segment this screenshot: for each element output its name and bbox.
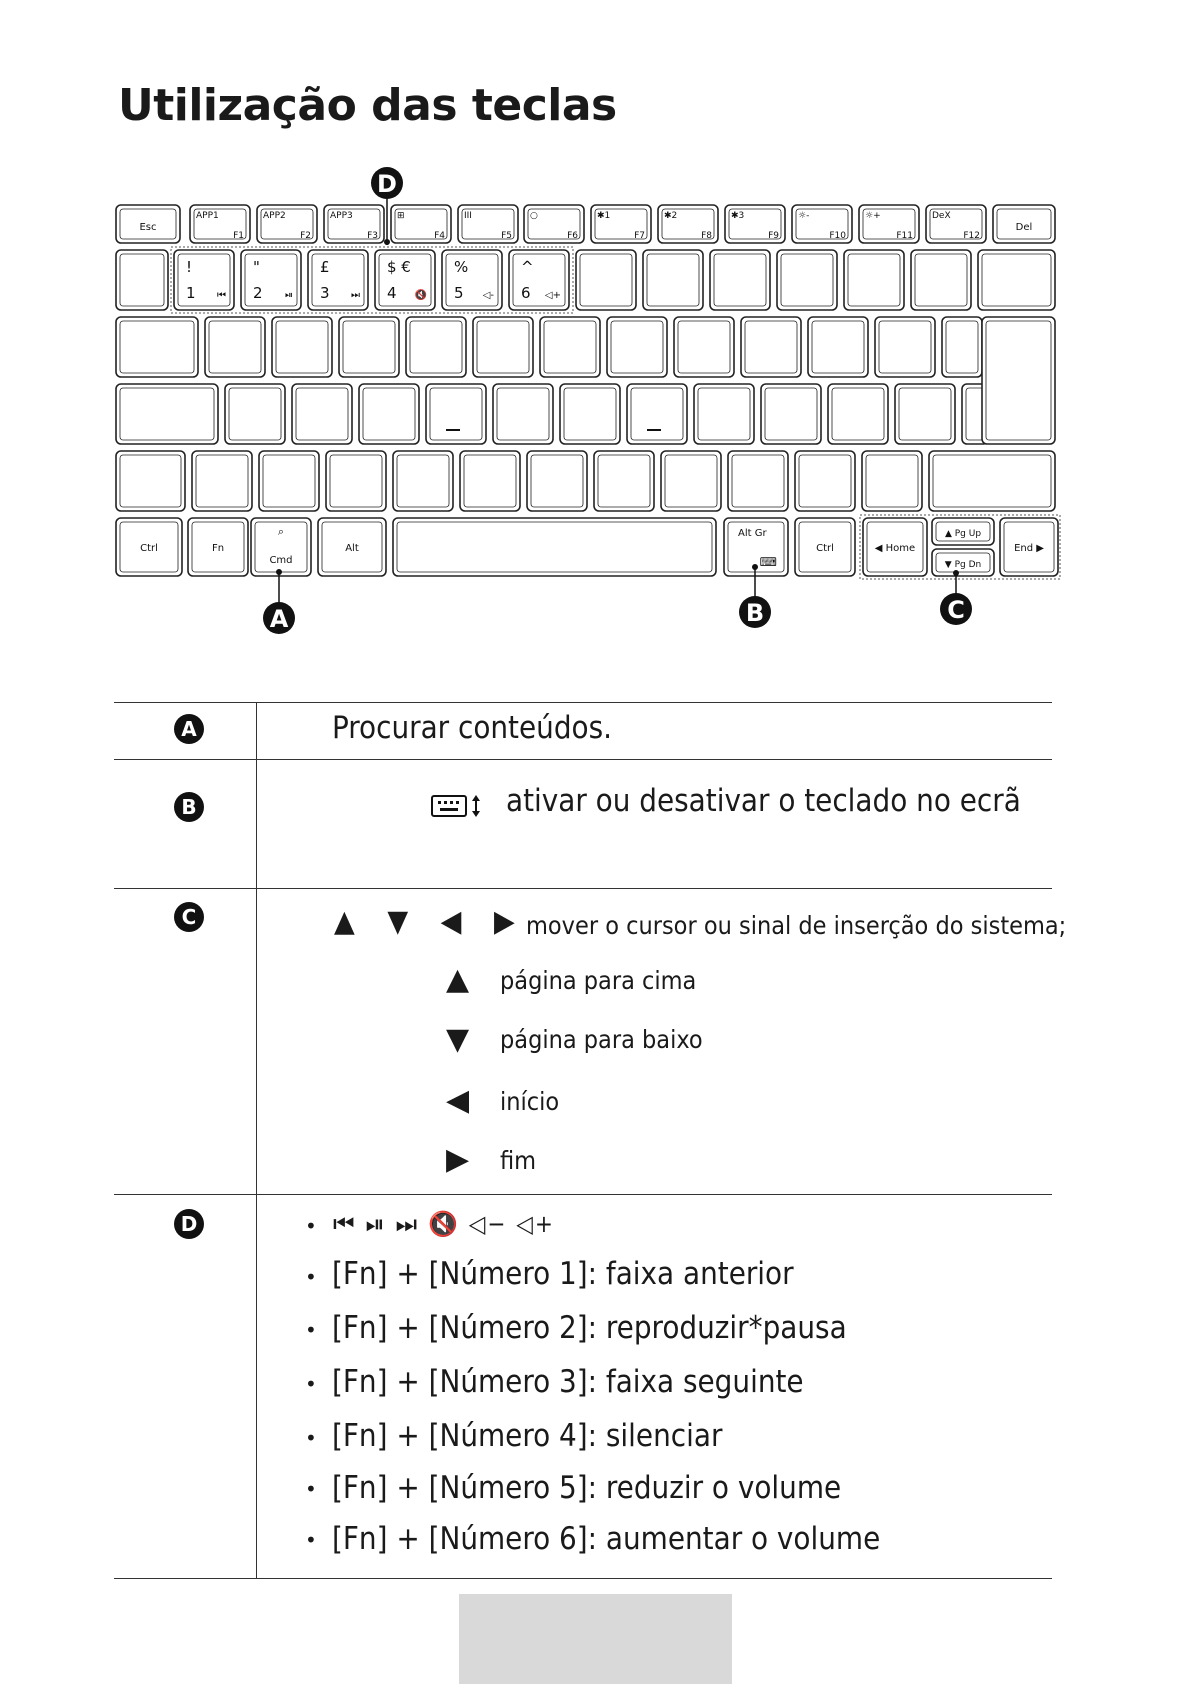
key (205, 317, 265, 377)
key (594, 451, 654, 511)
key-number-shift-label: ^ (521, 258, 534, 276)
key-label-home: ◀ Home (874, 543, 916, 554)
row-c-item-pgup: página para cima (500, 966, 697, 995)
bullet: • (305, 1318, 317, 1342)
key-number-shift-label: ! (186, 258, 193, 276)
key-label-end: End ▶ (1014, 543, 1044, 554)
key-media-icon: ⏮ (217, 290, 226, 301)
row-d-item-6: [Fn] + [Número 6]: aumentar o volume (332, 1521, 881, 1557)
key (576, 250, 636, 310)
key-number-5 (442, 250, 502, 310)
key (460, 451, 520, 511)
key (326, 451, 386, 511)
key-label-altgr: Alt Gr (738, 528, 767, 539)
bullet: • (305, 1214, 317, 1238)
key-bottom-label: F7 (634, 231, 645, 241)
search-icon: ⌕ (277, 525, 285, 538)
key-number-2 (241, 250, 301, 310)
page-title: Utilização das teclas (118, 80, 617, 131)
key-bottom-label: F10 (829, 231, 846, 241)
key-label-esc: Esc (139, 222, 157, 233)
key (844, 250, 904, 310)
row-d-item-3: [Fn] + [Número 3]: faixa seguinte (332, 1364, 804, 1400)
key-label-ctrl: Ctrl (816, 543, 834, 554)
key (942, 317, 982, 377)
arrow-down-icon: ▼ (446, 1022, 470, 1057)
key-bottom-label: F12 (963, 231, 980, 241)
key (473, 317, 533, 377)
key-media-icon: ⏯ (285, 290, 293, 301)
key-top-label: ⊞ (397, 211, 405, 221)
key (895, 384, 955, 444)
row-c-item-home: início (500, 1087, 560, 1116)
key-backtick (116, 250, 168, 310)
key (339, 317, 399, 377)
key-number-shift-label: £ (320, 258, 330, 276)
key-number-label: 3 (320, 284, 330, 302)
key-tab (116, 317, 198, 377)
arrow-up-icon: ▲ (446, 962, 470, 997)
row-d-item-5: [Fn] + [Número 5]: reduzir o volume (332, 1470, 842, 1506)
key-bottom-label: F11 (896, 231, 913, 241)
key (225, 384, 285, 444)
arrow-left-icon: ◀ (446, 1083, 470, 1118)
key-label-alt: Alt (345, 543, 359, 554)
row-d-media-icons: ⏮ ⏯ ⏭ 🔇 ◁− ◁+ (333, 1210, 555, 1238)
table-rule-bc (114, 888, 1052, 889)
key-label-ctrl: Ctrl (140, 543, 158, 554)
key (875, 317, 935, 377)
row-c-item-pgdn: página para baixo (500, 1025, 703, 1054)
key-label-del: Del (1015, 222, 1033, 233)
page-footer-tab (459, 1594, 732, 1684)
row-b-text: ativar ou desativar o teclado no ecrã (506, 783, 1021, 819)
keyboard-icon: ⌨ (759, 555, 777, 569)
key-top-label: APP3 (330, 211, 353, 221)
key-caps (116, 384, 218, 444)
key (761, 384, 821, 444)
key-enter (982, 317, 1055, 444)
key (493, 384, 553, 444)
row-d-item-4: [Fn] + [Número 4]: silenciar (332, 1418, 723, 1454)
key (710, 250, 770, 310)
badge-c: C (174, 902, 204, 932)
key (406, 317, 466, 377)
key (426, 384, 486, 444)
key-bottom-label: F3 (367, 231, 378, 241)
key (674, 317, 734, 377)
row-d-item-1: [Fn] + [Número 1]: faixa anterior (332, 1256, 794, 1292)
key (777, 250, 837, 310)
key (795, 451, 855, 511)
key-number-label: 2 (253, 284, 263, 302)
table-top-rule (114, 702, 1052, 703)
bullet: • (305, 1477, 317, 1501)
key-label-pgdn: ▼ Pg Dn (944, 560, 982, 570)
key-bottom-label: F1 (233, 231, 244, 241)
key (192, 451, 252, 511)
key (527, 451, 587, 511)
key-space (393, 518, 716, 576)
key-bottom-label: F8 (701, 231, 712, 241)
bullet: • (305, 1528, 317, 1552)
key (741, 317, 801, 377)
table-bottom-rule (114, 1578, 1052, 1579)
key-number-shift-label: % (454, 258, 469, 276)
badge-d: D (174, 1209, 204, 1239)
bullet: • (305, 1372, 317, 1396)
key-number-6 (509, 250, 569, 310)
key-top-label: APP2 (263, 211, 286, 221)
arrow-right-icon: ▶ (446, 1142, 470, 1177)
key-bottom-label: F5 (501, 231, 512, 241)
key-bottom-label: F9 (768, 231, 779, 241)
keyboard-toggle-icon (430, 793, 486, 819)
key (259, 451, 319, 511)
key-label-fn: Fn (211, 543, 225, 554)
badge-a: A (174, 714, 204, 744)
key-number-1 (174, 250, 234, 310)
key-number-label: 4 (387, 284, 397, 302)
key-number-label: 6 (521, 284, 531, 302)
key-top-label: ☼- (798, 211, 810, 221)
table-rule-cd (114, 1194, 1052, 1195)
key-number-label: 1 (186, 284, 196, 302)
key (808, 317, 868, 377)
key (359, 384, 419, 444)
bullet: • (305, 1265, 317, 1289)
svg-text:A: A (269, 605, 289, 633)
key-media-icon: ⏭ (351, 290, 360, 301)
svg-text:B: B (745, 599, 765, 627)
key-media-icon: 🔇 (414, 290, 427, 301)
key-media-icon: ◁+ (544, 290, 561, 301)
key-bottom-label: F4 (434, 231, 445, 241)
key (627, 384, 687, 444)
key-number-shift-label: $ € (387, 258, 411, 276)
key-media-icon: ◁- (482, 290, 494, 301)
badge-b: B (174, 792, 204, 822)
key (911, 250, 971, 310)
row-c-item-end: fim (500, 1146, 537, 1175)
key (607, 317, 667, 377)
key-number-shift-label: " (253, 258, 260, 276)
table-rule-ab (114, 759, 1052, 760)
key (560, 384, 620, 444)
key-bottom-label: F2 (300, 231, 311, 241)
row-c-text: mover o cursor ou sinal de inserção do sistema; (526, 911, 1067, 940)
key-top-label: ○ (530, 211, 538, 221)
key (643, 250, 703, 310)
key-top-label: DeX (932, 211, 951, 221)
callout-b (739, 596, 771, 628)
key-top-label: APP1 (196, 211, 219, 221)
key (540, 317, 600, 377)
key-backspace (978, 250, 1055, 310)
key (393, 451, 453, 511)
key (694, 384, 754, 444)
key (862, 451, 922, 511)
key-bottom-label: F6 (567, 231, 578, 241)
key-top-label: III (464, 211, 472, 221)
key-number-label: 5 (454, 284, 464, 302)
key-shift-right (929, 451, 1055, 511)
key (272, 317, 332, 377)
callout-d (371, 167, 403, 199)
table-column-divider (256, 702, 257, 1578)
svg-text:C: C (947, 596, 965, 624)
key (728, 451, 788, 511)
callout-a (263, 602, 295, 634)
key (661, 451, 721, 511)
bullet: • (305, 1426, 317, 1450)
svg-text:D: D (377, 170, 397, 198)
row-d-item-2: [Fn] + [Número 2]: reproduzir*pausa (332, 1310, 847, 1346)
row-c-arrows: ▲ ▼ ◀ ▶ (334, 904, 527, 939)
key-top-label: ✱3 (731, 211, 745, 221)
row-a-text: Procurar conteúdos. (332, 710, 612, 746)
key (828, 384, 888, 444)
key-label-pgup: ▲ Pg Up (944, 529, 982, 539)
key-shift-left (116, 451, 185, 511)
key-top-label: ✱2 (664, 211, 678, 221)
keyboard-diagram (0, 0, 1191, 660)
key-label-cmd: Cmd (269, 555, 293, 566)
key-top-label: ☼+ (865, 211, 881, 221)
key-number-3 (308, 250, 368, 310)
callout-c (940, 593, 972, 625)
key-top-label: ✱1 (597, 211, 611, 221)
key (292, 384, 352, 444)
